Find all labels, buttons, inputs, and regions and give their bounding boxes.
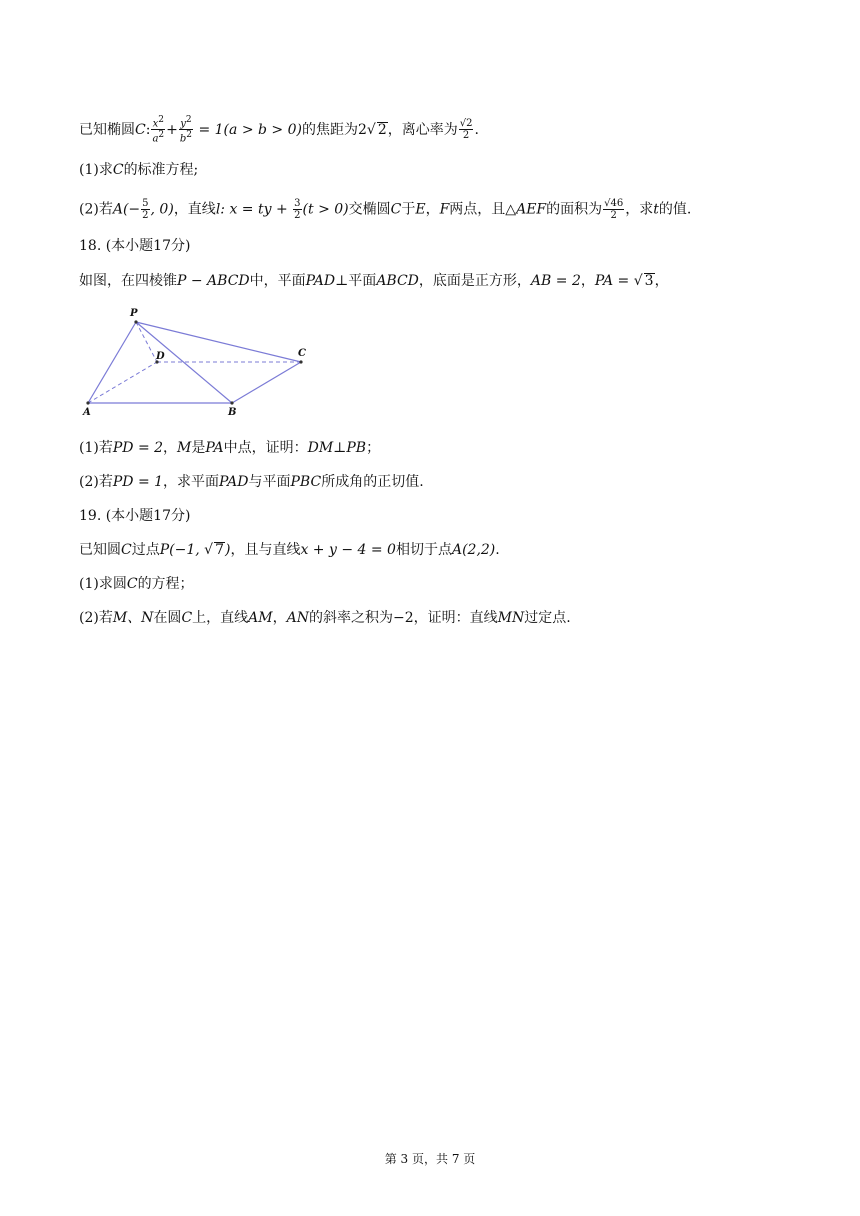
text: 的焦距为: [301, 121, 358, 138]
math-expr: PD = 1: [112, 474, 164, 490]
denominator: 2: [610, 210, 617, 221]
math-var: ABCD: [376, 273, 419, 289]
math-expr: = 1(a > b > 0): [194, 121, 302, 138]
text: 的标准方程;: [123, 162, 199, 178]
q18-stem: [79, 271, 669, 291]
math-var: AEF: [516, 201, 547, 218]
math-var: x: [152, 118, 159, 130]
text: ，底面是正方形，: [418, 273, 531, 289]
fraction-eccentricity: $\frac{√2}{2}$: [459, 118, 473, 142]
edge-PA: [88, 322, 136, 403]
text: 中，平面: [249, 273, 306, 289]
text: 中点，证明：: [223, 440, 308, 456]
text: ，求: [625, 201, 654, 218]
math-expr: DM⊥PB: [307, 440, 367, 456]
denominator: 2: [294, 210, 301, 221]
label-A: A: [83, 407, 91, 418]
math-var: t: [653, 201, 659, 218]
vertex-A: [86, 401, 89, 404]
text: ，: [425, 201, 440, 218]
text: ，且与直线: [230, 542, 301, 558]
q17-stem: [79, 115, 479, 145]
text: .: [474, 121, 479, 138]
sqrt-radicand: 3: [644, 273, 654, 289]
math-var: C: [112, 162, 124, 178]
text: 的斜率之积为−2，证明：直线: [308, 610, 498, 626]
numerator: 5: [142, 198, 149, 209]
fraction-y2-b2: $\frac{y^2}{b^2}$: [179, 115, 193, 145]
math-var: C: [126, 576, 138, 592]
denominator: 2: [462, 130, 470, 142]
text: 与平面: [248, 474, 291, 490]
edge-BC: [232, 362, 301, 403]
fraction-x2-a2: $\frac{x^2}{a^2}$: [152, 115, 165, 145]
q17-part1: [79, 160, 198, 180]
text: (2)若: [79, 610, 113, 626]
text: 是: [191, 440, 206, 456]
sqrt-radicand: 46: [610, 198, 624, 209]
text: 交椭圆: [348, 201, 391, 218]
text: 已知椭圆: [79, 121, 135, 138]
q18-part1: [79, 438, 380, 458]
text: 的值.: [658, 201, 692, 218]
math-expr: P − ABCD: [177, 273, 250, 289]
text: 过定点.: [524, 610, 571, 626]
math-expr: A(−: [112, 201, 141, 218]
label-C: C: [298, 348, 306, 359]
math-var: F: [439, 201, 450, 218]
text: (2)若: [79, 474, 113, 490]
text: 已知圆: [79, 542, 121, 558]
math-var: M、N: [112, 610, 154, 626]
text: (1)求: [79, 162, 113, 178]
math-var: M: [177, 440, 192, 456]
q18-part2: [79, 472, 424, 492]
text: (1)求圆: [79, 576, 127, 592]
math-var: C: [121, 542, 132, 558]
text: ，离心率为: [387, 121, 458, 138]
math-expr: , 0): [150, 201, 174, 218]
q19-stem: [79, 540, 500, 560]
sqrt: √ 3: [633, 273, 654, 289]
text: 于: [401, 201, 416, 218]
math-num: 2: [357, 121, 367, 138]
q19-header: 19. (本小题17分): [79, 508, 191, 524]
text: 的方程；: [137, 576, 194, 592]
math-var: y: [180, 118, 186, 130]
math-var: C: [135, 121, 146, 138]
text: :: [145, 121, 151, 138]
label-B: B: [228, 407, 237, 418]
q19-part1: [79, 574, 194, 594]
math-expr: PA =: [594, 273, 634, 289]
text: ⊥平面: [335, 273, 377, 289]
text: ，: [272, 610, 287, 626]
vertex-P: [134, 320, 137, 323]
text: 所成角的正切值.: [321, 474, 424, 490]
text: ，: [580, 273, 595, 289]
denominator: 2: [142, 210, 149, 221]
math-expr: l: x = ty +: [215, 201, 293, 218]
math-expr: x + y − 4 = 0: [300, 542, 396, 558]
text: ，: [654, 273, 669, 289]
text: 如图，在四棱锥: [79, 273, 177, 289]
math-expr: AB = 2: [530, 273, 581, 289]
sqrt-radicand: 7: [215, 542, 224, 558]
text: 两点，且△: [449, 201, 517, 218]
math-var: C: [390, 201, 402, 218]
text: ，求平面: [163, 474, 220, 490]
text: 过点: [131, 542, 160, 558]
text: (1)若: [79, 440, 113, 456]
math-var: PAD: [219, 474, 249, 490]
sqrt: √ 7: [204, 542, 224, 558]
math-var: PA: [205, 440, 224, 456]
math-var: b: [179, 133, 187, 145]
text: 的面积为: [546, 201, 603, 218]
fraction-3-2: [293, 198, 301, 221]
math-expr: (t > 0): [302, 201, 349, 218]
sqrt-radicand: 2: [377, 121, 387, 138]
fraction-area: $\frac{√46}{2}$: [604, 198, 624, 221]
math-var: PAD: [305, 273, 336, 289]
math-var: E: [415, 201, 426, 218]
sqrt-radicand: 2: [466, 118, 473, 130]
text: 相切于点: [395, 542, 452, 558]
math-var: AN: [286, 610, 309, 626]
math-var: a: [152, 133, 159, 145]
text: ，: [163, 440, 178, 456]
math-expr: PD = 2: [112, 440, 164, 456]
text: ；: [366, 440, 381, 456]
q17-part2: [79, 198, 691, 221]
q19-part2: [79, 608, 571, 628]
math-expr: A(2,2): [451, 542, 496, 558]
numerator: 3: [294, 198, 301, 209]
vertex-B: [230, 401, 233, 404]
math-expr: ): [224, 542, 231, 558]
text: 在圆: [153, 610, 182, 626]
pyramid-figure: [78, 305, 318, 420]
math-var: P: [159, 542, 170, 558]
edge-PD: [136, 322, 157, 362]
vertex-C: [299, 360, 302, 363]
text: .: [495, 542, 500, 558]
text: ，直线: [173, 201, 216, 218]
sqrt: √ 2: [366, 121, 387, 138]
fraction-5-2: [141, 198, 149, 221]
label-D: D: [156, 351, 165, 362]
math-var: MN: [497, 610, 525, 626]
q18-header: 18. (本小题17分): [79, 238, 191, 254]
text: (2)若: [79, 201, 113, 218]
math-var: PBC: [290, 474, 322, 490]
text: 上，直线: [192, 610, 249, 626]
math-var: C: [181, 610, 193, 626]
text: +: [166, 121, 178, 138]
page-footer: 第 3 页，共 7 页: [384, 1152, 476, 1166]
label-P: P: [130, 308, 138, 319]
math-var: AM: [248, 610, 273, 626]
math-expr: (−1,: [169, 542, 205, 558]
edge-AD: [88, 362, 157, 403]
